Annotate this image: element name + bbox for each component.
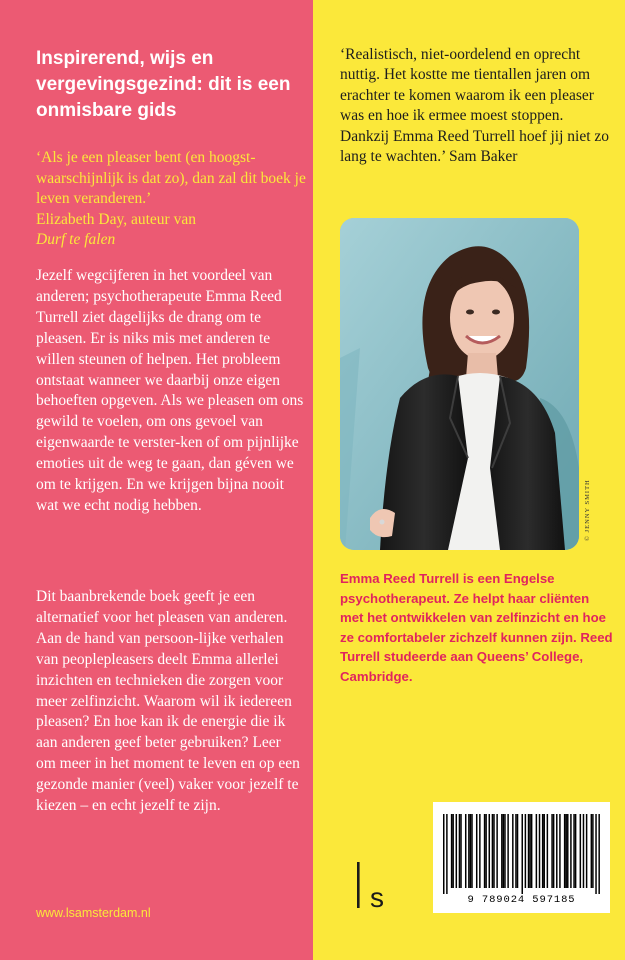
- description-paragraph-1: Jezelf wegcijferen in het voordeel van anderen; psychotherapeute Emma Reed Turrell ziet dagelijks de drang om te pleasen. Er is niks mis met anderen te willen steunen of helpen. Het probleem ontstaat wanneer we daarbij onze eigen behoeften opgeven. Als we pleasen om ons gewild te voelen, om ons gevoel van eigenwaarde te verster-ken of om pijnlijke emoties uit de weg te gaan, dan géven we om te krijgen. En we krijgen bijna nooit wat we echt nodig hebben.: [36, 267, 304, 514]
- description-paragraph-2: Dit baanbrekende boek geeft je een alternatief voor het pleasen van anderen. Aan de hand van persoon-lijke verhalen van peoplepleasers deelt Emma allerlei inzichten en technieken die zorgen voor meer zelfinzicht. Waarom wil ik iedereen pleasen? En hoe kan ik de energie die ik aan anderen geef beter gebruiken? Leer om meer in het moment te leven en op een gezonde manier (veel) vaker voor jezelf te kiezen – en echt jezelf te zijn.: [36, 588, 300, 815]
- review-quote-book-title: Durf te falen: [36, 231, 116, 248]
- ls-logo-icon: [356, 862, 400, 912]
- author-photo: [340, 218, 579, 550]
- review-quote-text: ‘Als je een pleaser bent (en hoogst-waarschijnlijk is dat zo), dan zal dit boek je leven veranderen.’: [36, 149, 306, 207]
- review-quote-attribution: Elizabeth Day, auteur van: [36, 210, 196, 228]
- svg-text:s: s: [370, 882, 384, 912]
- photo-credit: © JENNY SMITH: [584, 479, 591, 541]
- author-bio: Emma Reed Turrell is een Engelse psychotherapeut. Ze helpt haar cliënten met het ontwikkelen van zelfinzicht en hoe ze comfortabeler zichzelf kunnen zijn. Reed Turrell studeerde aan Queens’ College, Cambridge.: [340, 571, 613, 684]
- headline: Inspirerend, wijs en vergevingsgezind: dit is een onmisbare gids: [36, 48, 291, 121]
- barcode-area: [433, 802, 610, 913]
- barcode-icon: [443, 814, 600, 894]
- author-portrait-image: [340, 218, 579, 550]
- review-quote-left: [36, 148, 306, 251]
- review-quote-right: ‘Realistisch, niet-oordelend en oprecht nuttig. Het kostte me tientallen jaren om erachter te komen waarom ik een pleaser was en hoe ik ermee moest stoppen. Dankzij Emma Reed Turrell hoef jij niet zo lang te wachten.’ Sam Baker: [340, 46, 610, 166]
- isbn-number: 9 789024 597185: [467, 894, 576, 906]
- publisher-website: www.lsamsterdam.nl: [36, 906, 151, 920]
